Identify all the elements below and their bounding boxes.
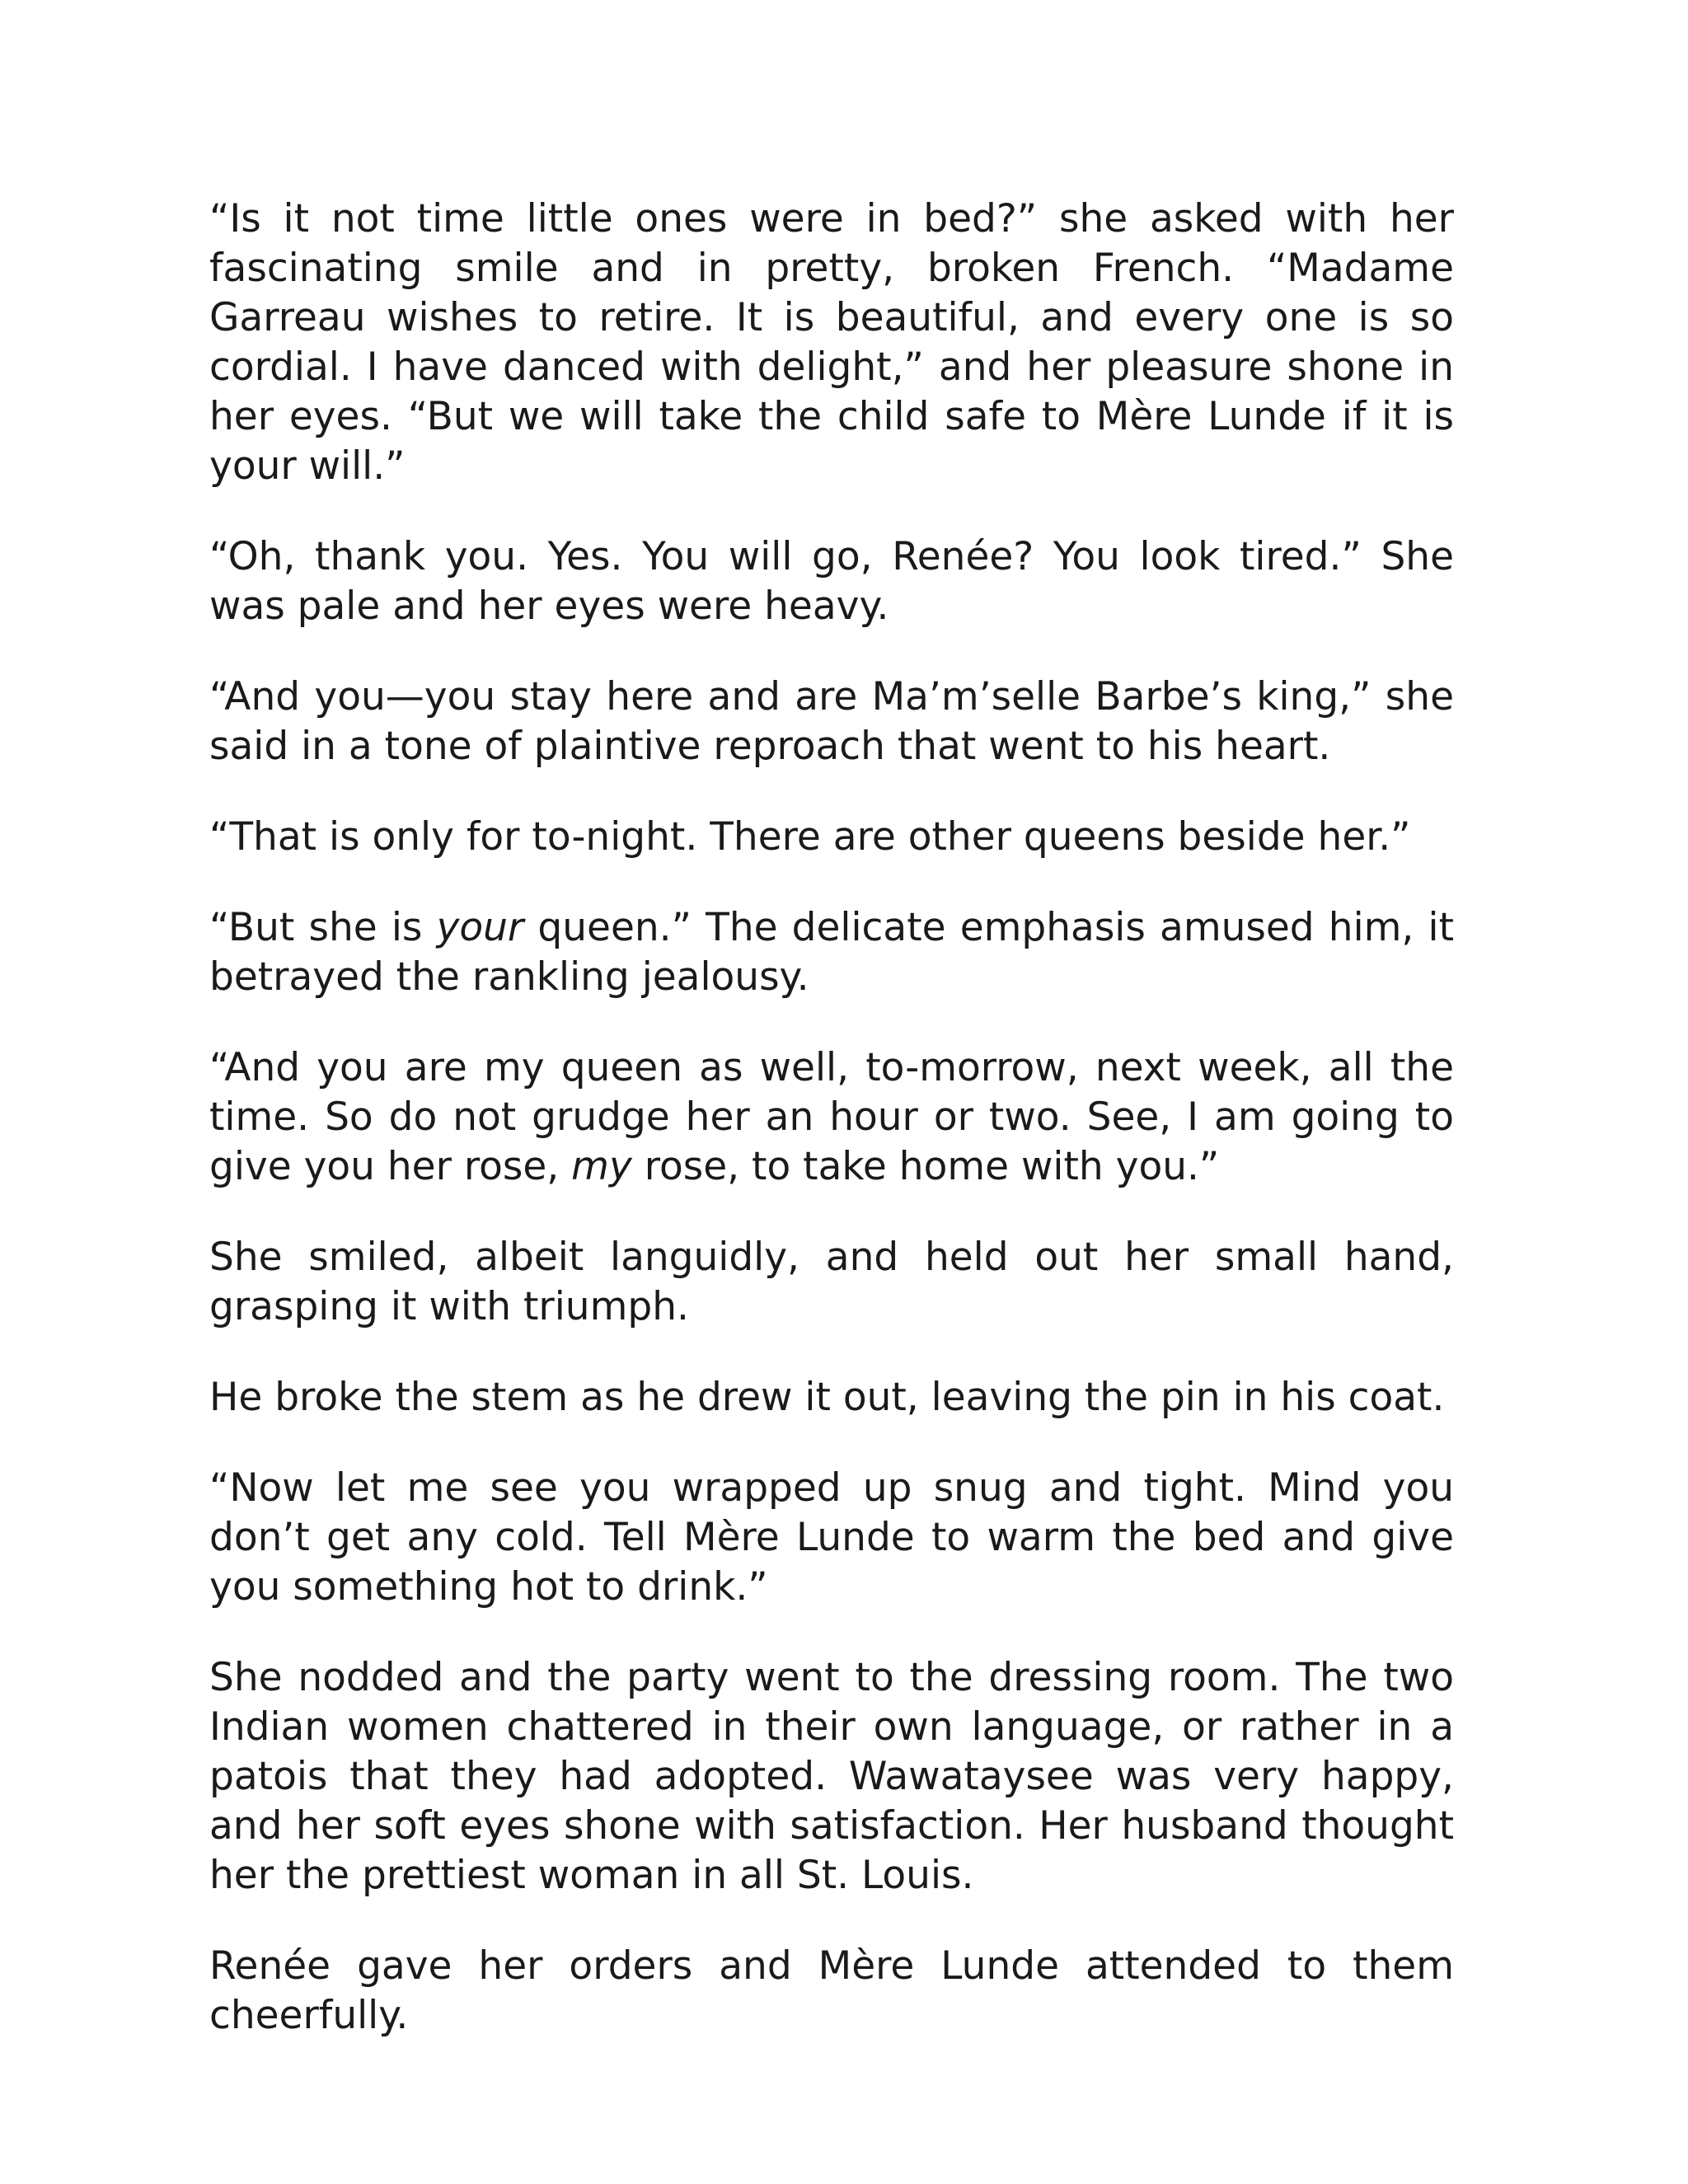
paragraph-text: “That is only for to-night. There are other queens beside her.” (209, 814, 1411, 860)
paragraph-5 (209, 903, 1454, 1002)
paragraph-text: She smiled, albeit languidly, and held out her small hand, grasping it with triumph. (209, 1235, 1454, 1329)
paragraph-10 (209, 1653, 1454, 1900)
paragraph-text: He broke the stem as he drew it out, leaving the pin in his coat. (209, 1375, 1445, 1420)
paragraph-3 (209, 673, 1454, 771)
paragraph-8 (209, 1373, 1454, 1422)
paragraph-text: rose, to take home with you.” (631, 1144, 1220, 1189)
paragraph-11 (209, 1942, 1454, 2041)
paragraph-text: “Now let me see you wrapped up snug and tight. Mind you don’t get any cold. Tell Mère Lunde to warm the bed and give you something hot to drink.” (209, 1465, 1454, 1610)
paragraph-4 (209, 813, 1454, 862)
paragraph-text: “But she is (209, 905, 437, 950)
paragraph-text: Renée gave her orders and Mère Lunde attended to them cheerfully. (209, 1943, 1454, 2038)
paragraph-9 (209, 1464, 1454, 1612)
page-body (209, 194, 1454, 2082)
paragraph-7 (209, 1233, 1454, 1332)
paragraph-6 (209, 1043, 1454, 1192)
paragraph-text: “And you—you stay here and are Ma’m’selle Barbe’s king,” she said in a tone of plaintive reproach that went to his heart. (209, 674, 1454, 769)
paragraph-2 (209, 532, 1454, 631)
emphasis-text: your (436, 905, 524, 950)
paragraph-text: “Oh, thank you. Yes. You will go, Renée? You look tired.” She was pale and her eyes were heavy. (209, 534, 1454, 629)
paragraph-text: “Is it not time little ones were in bed?” she asked with her fascinating smile and in pretty, broken French. “Madame Garreau wishes to retire. It is beautiful, and every one is so cordial. I have danced with delight,” and her pleasure shone in her eyes. “But we will take the child safe to Mère Lunde if it is your will.” (209, 196, 1454, 489)
paragraph-text: She nodded and the party went to the dressing room. The two Indian women chattered in their own language, or rather in a patois that they had adopted. Wawataysee was very happy, and her soft eyes shone with satisfaction. Her husband thought her the prettiest woman in all St. Louis. (209, 1655, 1454, 1898)
paragraph-1 (209, 194, 1454, 491)
emphasis-text: my (571, 1144, 632, 1189)
paragraph-text: queen.” The delicate emphasis amused him, it betrayed the rankling jealousy. (209, 905, 1454, 1000)
paragraph-text: “And you are my queen as well, to-morrow, next week, all the time. So do not grudge her an hour or two. See, I am going to give you her rose, (209, 1045, 1454, 1189)
